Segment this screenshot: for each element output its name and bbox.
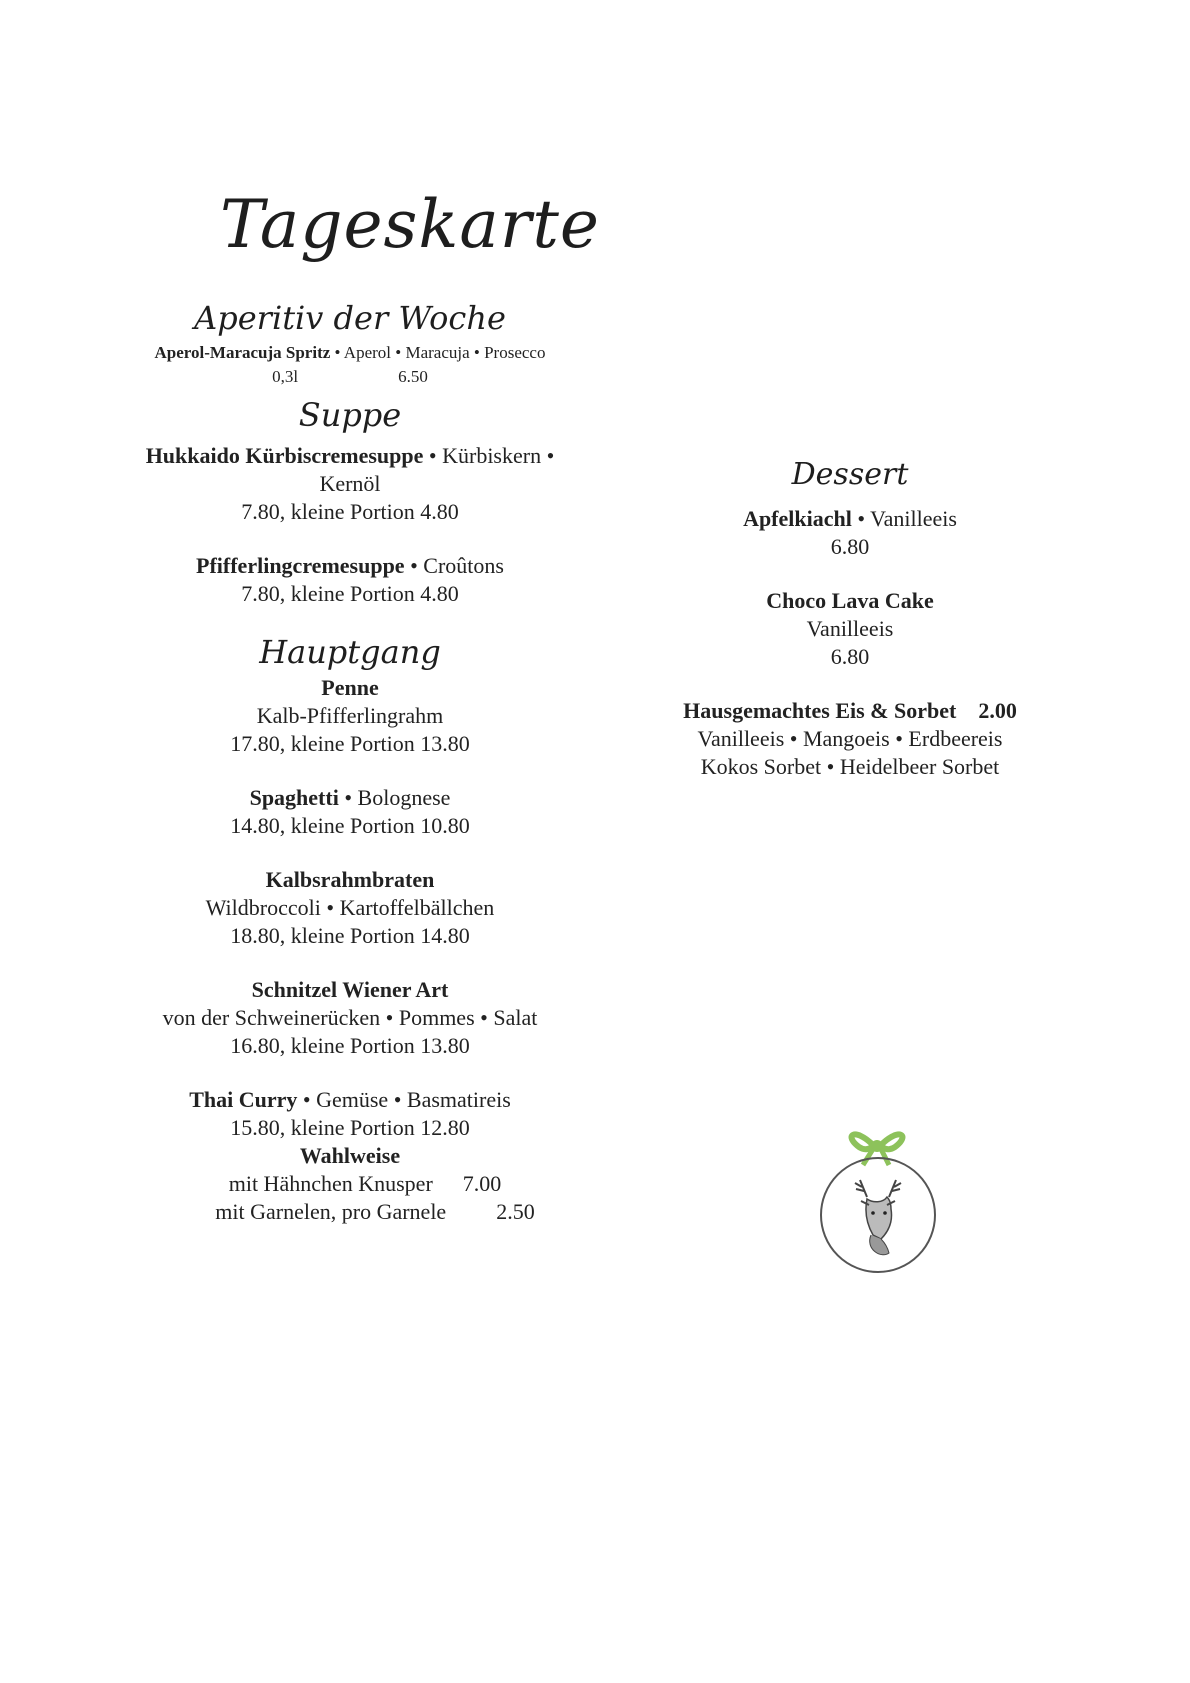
dessert-heading: Dessert: [791, 457, 909, 492]
item-desc: • Kürbiskern •: [423, 442, 555, 468]
item-desc: Vanilleeis: [806, 615, 894, 641]
aperitif-heading: Aperitiv der Woche: [194, 299, 506, 337]
option-price: 2.50: [496, 1199, 535, 1225]
item-price: 18.80, kleine Portion 14.80: [230, 923, 470, 949]
item-desc: Kernöl: [319, 470, 381, 496]
menu-title: Tageskarte: [220, 186, 600, 263]
menu-item: [110, 976, 590, 1060]
item-name: Thai Curry: [189, 1087, 298, 1113]
item-price: 7.80, kleine Portion 4.80: [241, 580, 459, 606]
item-name: Hukkaido Kürbiscremesuppe: [145, 442, 424, 468]
aperitif-ingredients: • Aperol • Maracuja • Prosecco: [330, 342, 546, 362]
item-name: Choco Lava Cake: [766, 587, 934, 613]
menu-item: [110, 784, 590, 840]
item-name: Apfelkiachl: [743, 505, 852, 531]
menu-item: [640, 697, 1060, 781]
item-price: 16.80, kleine Portion 13.80: [230, 1033, 470, 1059]
item-desc: Wildbroccoli • Kartoffelbällchen: [205, 895, 495, 921]
restaurant-logo: [815, 1125, 941, 1285]
aperitif-name: Aperol-Maracuja Spritz: [154, 342, 331, 362]
menu-item: [640, 587, 1060, 671]
menu-item: [640, 505, 1060, 561]
item-desc: • Croûtons: [404, 552, 504, 578]
suppe-heading: Suppe: [298, 395, 402, 434]
item-name: Penne: [321, 675, 379, 701]
item-desc: Kalb-Pfifferlingrahm: [256, 703, 444, 729]
menu-item: [110, 1086, 590, 1226]
option-price: 7.00: [462, 1171, 502, 1197]
item-desc: Vanilleeis • Mangoeis • Erdbeereis: [697, 725, 1003, 751]
item-price: 14.80, kleine Portion 10.80: [230, 813, 470, 839]
option-label: mit Garnelen, pro Garnele: [215, 1199, 447, 1225]
item-price: 7.80, kleine Portion 4.80: [241, 498, 459, 524]
item-name: Schnitzel Wiener Art: [251, 977, 449, 1003]
item-desc: • Gemüse • Basmatireis: [297, 1087, 511, 1113]
menu-item: [110, 866, 590, 950]
option-label: mit Hähnchen Knusper: [228, 1171, 433, 1197]
item-name: Spaghetti: [249, 785, 339, 811]
option-line: [110, 1170, 590, 1198]
option-line: [110, 1198, 590, 1226]
item-name: Kalbsrahmbraten: [265, 867, 435, 893]
hauptgang-heading: Hauptgang: [259, 632, 441, 671]
item-price: 6.80: [830, 533, 870, 559]
item-price: 6.80: [830, 643, 870, 669]
item-name: Hausgemachtes Eis & Sorbet: [683, 697, 957, 723]
left-column: [110, 300, 590, 1226]
item-name: Pfifferlingcremesuppe: [196, 552, 405, 578]
item-desc: • Vanilleeis: [851, 505, 957, 531]
menu-item: [110, 442, 590, 526]
item-desc: von der Schweinerücken • Pommes • Salat: [162, 1005, 538, 1031]
aperitif-item: [110, 341, 590, 389]
aperitif-price: 6.50: [398, 366, 428, 386]
deer-logo-icon: [815, 1125, 941, 1285]
item-desc: Kokos Sorbet • Heidelbeer Sorbet: [700, 753, 1000, 779]
options-heading: Wahlweise: [299, 1143, 401, 1169]
menu-item: [110, 552, 590, 608]
item-desc: • Bolognese: [338, 785, 451, 811]
item-price: 2.00: [978, 697, 1017, 723]
right-column: [640, 458, 1060, 781]
menu-item: [110, 674, 590, 758]
aperitif-volume: 0,3l: [272, 366, 299, 386]
item-price: 17.80, kleine Portion 13.80: [230, 731, 470, 757]
item-price: 15.80, kleine Portion 12.80: [230, 1115, 470, 1141]
